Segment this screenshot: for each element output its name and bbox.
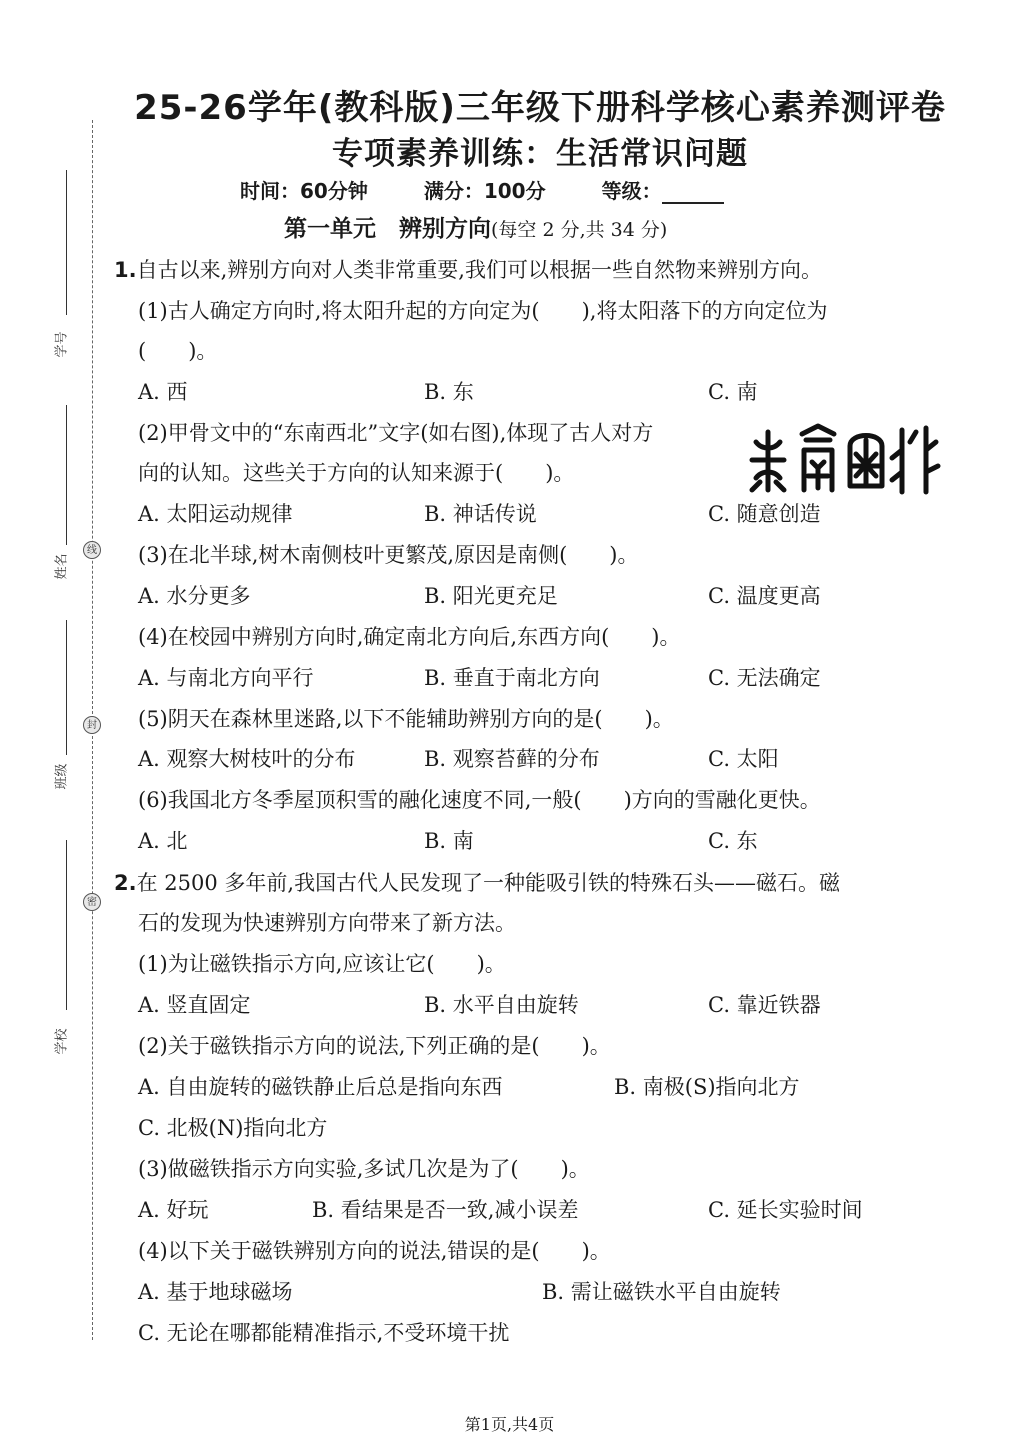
q1-p2-option-b[interactable]: B. 神话传说 — [424, 502, 537, 526]
q2-p4-line: (4)以下关于磁铁辨别方向的说法,错误的是( )。 — [138, 1239, 611, 1263]
q1-p1-option-c[interactable]: C. 南 — [708, 380, 758, 404]
q1-p2-line-b: 向的认知。这些关于方向的认知来源于( )。 — [138, 461, 575, 485]
school-line — [66, 840, 67, 1010]
q1-p6-option-a[interactable]: A. 北 — [138, 829, 188, 853]
q1-stem: 自古以来,辨别方向对人类非常重要,我们可以根据一些自然物来辨别方向。 — [136, 258, 822, 282]
exam-subtitle: 专项素养训练：生活常识问题 — [332, 136, 748, 172]
q1-p4-option-a[interactable]: A. 与南北方向平行 — [138, 666, 314, 690]
q2-number: 2. — [114, 871, 137, 895]
q1-p3-option-a[interactable]: A. 水分更多 — [138, 584, 251, 608]
q1-p2-line-a: (2)甲骨文中的“东南西北”文字(如右图),体现了古人对方 — [138, 421, 654, 445]
q1-p1-option-b[interactable]: B. 东 — [424, 380, 474, 404]
q1-p4-option-b[interactable]: B. 垂直于南北方向 — [424, 666, 600, 690]
section-heading — [284, 210, 884, 243]
class-line — [66, 620, 67, 755]
q1-p5-line: (5)阴天在森林里迷路,以下不能辅助辨别方向的是( )。 — [138, 707, 674, 731]
exam-title: 25-26学年(教科版)三年级下册科学核心素养测评卷 — [134, 88, 946, 128]
q1-number: 1. — [114, 258, 137, 282]
time-info: 时间：60分钟 — [240, 179, 368, 203]
cut-circle-1: 线 — [83, 541, 101, 559]
q2-p3-option-a[interactable]: A. 好玩 — [138, 1198, 209, 1222]
q1-p5-option-c[interactable]: C. 太阳 — [708, 747, 779, 771]
cut-circle-2: 封 — [83, 716, 101, 734]
binding-margin — [0, 0, 110, 1452]
q2-p1-option-b[interactable]: B. 水平自由旋转 — [424, 993, 579, 1017]
q2-p2-option-b[interactable]: B. 南极(S)指向北方 — [614, 1075, 800, 1099]
q1-p3-option-c[interactable]: C. 温度更高 — [708, 584, 821, 608]
q2-p3-option-c[interactable]: C. 延长实验时间 — [708, 1198, 863, 1222]
q2-p2-option-c[interactable]: C. 北极(N)指向北方 — [138, 1116, 328, 1140]
q2-p1-option-c[interactable]: C. 靠近铁器 — [708, 993, 821, 1017]
q1-p3-line: (3)在北半球,树木南侧枝叶更繁茂,原因是南侧( )。 — [138, 543, 639, 567]
q2-p4-option-b[interactable]: B. 需让磁铁水平自由旋转 — [542, 1280, 781, 1304]
q2-p3-option-b[interactable]: B. 看结果是否一致,减小误差 — [312, 1198, 579, 1222]
q1-p6-option-b[interactable]: B. 南 — [424, 829, 474, 853]
score-info: 满分：100分 — [423, 179, 546, 203]
q1-p1-option-a[interactable]: A. 西 — [138, 380, 188, 404]
q2-p3-line: (3)做磁铁指示方向实验,多试几次是为了( )。 — [138, 1157, 590, 1181]
section-note: (每空 2 分,共 34 分) — [491, 219, 668, 241]
name-label: 姓名 — [54, 553, 70, 580]
q1-p2-option-c[interactable]: C. 随意创造 — [708, 502, 821, 526]
section-title: 第一单元 辨别方向 — [284, 216, 491, 242]
cut-circle-3: 密 — [83, 893, 101, 911]
q1-p4-option-c[interactable]: C. 无法确定 — [708, 666, 821, 690]
grade-blank[interactable] — [662, 182, 724, 204]
exam-info — [240, 175, 840, 204]
q1-p5-option-b[interactable]: B. 观察苔藓的分布 — [424, 747, 600, 771]
q2-p4-option-c[interactable]: C. 无论在哪都能精准指示,不受环境干扰 — [138, 1321, 510, 1345]
q2-stem-line-a — [114, 869, 840, 897]
q1-p6-line: (6)我国北方冬季屋顶积雪的融化速度不同,一般( )方向的雪融化更快。 — [138, 788, 821, 812]
class-label: 班级 — [54, 763, 70, 790]
school-label: 学校 — [54, 1028, 70, 1055]
q1-p1-line-b: ( )。 — [138, 339, 218, 363]
page-footer: 第1页,共4页 — [464, 1415, 555, 1434]
student-id-line — [66, 170, 67, 315]
name-line — [66, 405, 67, 545]
q1-p6-option-c[interactable]: C. 东 — [708, 829, 758, 853]
q2-p1-line: (1)为让磁铁指示方向,应该让它( )。 — [138, 952, 506, 976]
oracle-bone-characters-icon — [742, 420, 942, 500]
q1-p1-line-a: (1)古人确定方向时,将太阳升起的方向定为( ),将太阳落下的方向定位为 — [138, 299, 828, 323]
q1-p4-line: (4)在校园中辨别方向时,确定南北方向后,东西方向( )。 — [138, 625, 681, 649]
q2-p2-option-a[interactable]: A. 自由旋转的磁铁静止后总是指向东西 — [138, 1075, 503, 1099]
student-id-label: 学号 — [54, 331, 70, 358]
q2-p1-option-a[interactable]: A. 竖直固定 — [138, 993, 251, 1017]
q1-p5-option-a[interactable]: A. 观察大树枝叶的分布 — [138, 747, 356, 771]
q2-stem-line-b: 石的发现为快速辨别方向带来了新方法。 — [138, 911, 516, 935]
q1-stem-line — [114, 256, 822, 284]
q1-p2-option-a[interactable]: A. 太阳运动规律 — [138, 502, 293, 526]
q2-p4-option-a[interactable]: A. 基于地球磁场 — [138, 1280, 293, 1304]
q2-p2-line: (2)关于磁铁指示方向的说法,下列正确的是( )。 — [138, 1034, 611, 1058]
grade-info: 等级： — [602, 175, 724, 204]
q2-stem-a: 在 2500 多年前,我国古代人民发现了一种能吸引铁的特殊石头——磁石。磁 — [136, 871, 841, 895]
q1-p3-option-b[interactable]: B. 阳光更充足 — [424, 584, 558, 608]
